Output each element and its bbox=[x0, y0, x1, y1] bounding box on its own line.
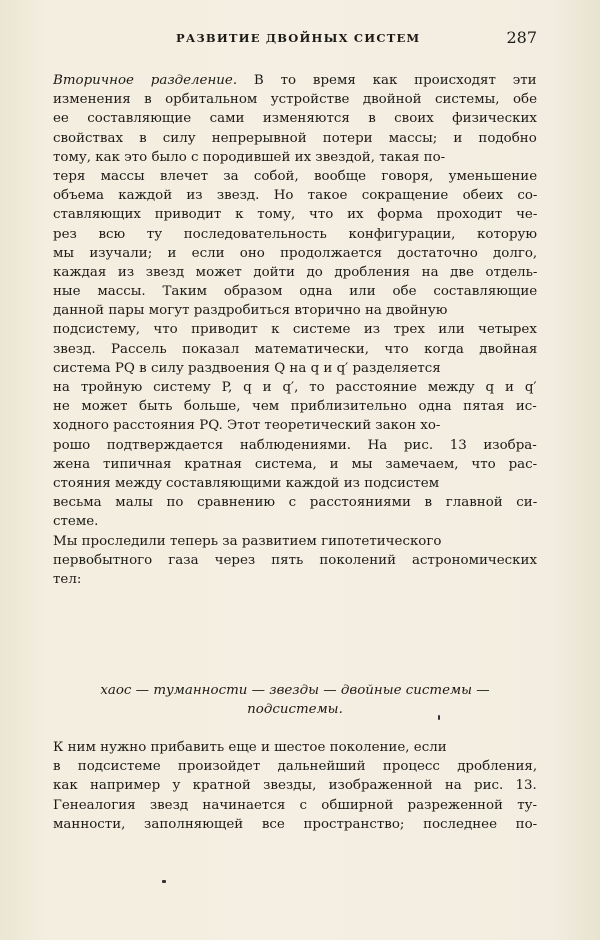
text-line bbox=[53, 301, 537, 320]
text-line-content: стояния между составляющими каждой из подсистем bbox=[53, 475, 440, 491]
text-line-content: тому, как это было с породившей их звездой, такая по- bbox=[53, 149, 446, 165]
text-line bbox=[53, 796, 537, 815]
text-line-content: первобытного газа через пять поколений астрономических bbox=[53, 552, 538, 568]
text-line bbox=[53, 493, 537, 512]
text-line bbox=[53, 244, 537, 263]
text-line bbox=[53, 167, 537, 186]
text-line-content: теря массы влечет за собой, вообще говоря, уменьшение bbox=[53, 168, 538, 184]
text-line-content: Генеалогия звезд начинается с обширной разреженной ту- bbox=[53, 797, 538, 813]
text-line-content: ставляющих приводит к тому, что их форма проходит че- bbox=[53, 207, 538, 223]
text-line-content: изменения в орбитальном устройстве двойной системы, обе bbox=[53, 92, 538, 108]
text-line bbox=[53, 205, 537, 224]
text-line bbox=[53, 340, 537, 359]
text-line bbox=[53, 455, 537, 474]
text-line bbox=[53, 570, 537, 589]
text-line-content: стеме. bbox=[53, 514, 99, 530]
text-line bbox=[53, 148, 537, 167]
text-line-content: весьма малы по сравнению с расстояниями в главной си- bbox=[53, 495, 538, 511]
text-line-content: Вторичное разделение. В то время как происходят эти bbox=[53, 73, 537, 88]
text-line bbox=[53, 186, 537, 205]
text-line bbox=[53, 416, 537, 435]
generation-sequence bbox=[53, 681, 537, 719]
page-header bbox=[52, 28, 537, 52]
text-line-content: рошо подтверждается наблюдениями. На рис. 13 изобра- bbox=[53, 437, 537, 453]
text-line-content: звезд. Рассель показал математически, что когда двойная bbox=[53, 341, 538, 357]
text-line bbox=[53, 436, 537, 455]
formula-line-2: подсистемы. bbox=[247, 702, 343, 718]
text-line-content: тел: bbox=[53, 571, 82, 587]
text-line bbox=[53, 474, 537, 493]
text-line-content: рез всю ту последовательность конфигурации, которую bbox=[53, 226, 538, 242]
text-line bbox=[53, 512, 537, 531]
text-line bbox=[53, 71, 537, 90]
text-line-content: как например у кратной звезды, изображенной на рис. 13. bbox=[53, 778, 537, 794]
running-title: РАЗВИТИЕ ДВОЙНЫХ СИСТЕМ bbox=[176, 31, 421, 45]
text-line bbox=[53, 225, 537, 244]
text-line-content: каждая из звезд может дойти до дробления на две отдель- bbox=[53, 264, 538, 280]
page-number: 287 bbox=[506, 28, 537, 47]
text-line-content: на тройную систему P, q и q′, то расстояние между q и q′ bbox=[53, 380, 537, 395]
text-line bbox=[53, 776, 537, 795]
text-line bbox=[53, 378, 537, 397]
text-line-content: ходного расстояния PQ. Этот теоретический закон хо- bbox=[53, 418, 441, 434]
section-lead-italic: Вторичное разделение. bbox=[53, 73, 238, 88]
text-line-content: не может быть больше, чем приблизительно одна пятая ис- bbox=[53, 399, 537, 415]
text-line bbox=[53, 263, 537, 282]
text-line-content: данной пары могут раздробиться вторично на двойную bbox=[53, 303, 448, 319]
text-line bbox=[53, 551, 537, 570]
text-line bbox=[53, 109, 537, 128]
ink-speck bbox=[162, 880, 166, 883]
ink-speck bbox=[438, 715, 440, 720]
text-line-content: свойствах в силу непрерывной потери массы; и подобно bbox=[53, 130, 537, 146]
text-line-content: манности, заполняющей все пространство; последнее по- bbox=[53, 816, 538, 832]
formula-line-1: хаос — туманности — звезды — двойные системы — bbox=[100, 683, 490, 698]
text-line-content: К ним нужно прибавить еще и шестое поколение, если bbox=[53, 740, 447, 755]
text-line bbox=[53, 738, 537, 757]
text-line-content: ее составляющие сами изменяются в своих физических bbox=[53, 111, 537, 127]
text-line-content: в подсистеме произойдет дальнейший процесс дробления, bbox=[53, 759, 538, 775]
text-line-content: ные массы. Таким образом одна или обе составляющие bbox=[53, 284, 538, 300]
text-line bbox=[53, 359, 537, 378]
main-text bbox=[53, 71, 537, 589]
text-line bbox=[53, 90, 537, 109]
text-line bbox=[53, 532, 537, 551]
text-line-content: система PQ в силу раздвоения Q на q и q′ разделяется bbox=[53, 360, 441, 376]
text-line bbox=[53, 397, 537, 416]
text-line bbox=[53, 320, 537, 339]
text-line bbox=[53, 757, 537, 776]
text-line-content: объема каждой из звезд. Но такое сокращение обеих со- bbox=[53, 188, 538, 204]
text-line bbox=[53, 282, 537, 301]
text-line-content: подсистему, что приводит к системе из трех или четырех bbox=[53, 322, 537, 338]
text-line-content: мы изучали; и если оно продолжается достаточно долго, bbox=[53, 245, 538, 261]
text-line-content: жена типичная кратная система, и мы замечаем, что рас- bbox=[53, 456, 538, 472]
text-line-content: Мы проследили теперь за развитием гипотетического bbox=[53, 533, 442, 549]
closing-paragraph bbox=[53, 738, 537, 834]
text-line bbox=[53, 129, 537, 148]
text-line bbox=[53, 815, 537, 834]
